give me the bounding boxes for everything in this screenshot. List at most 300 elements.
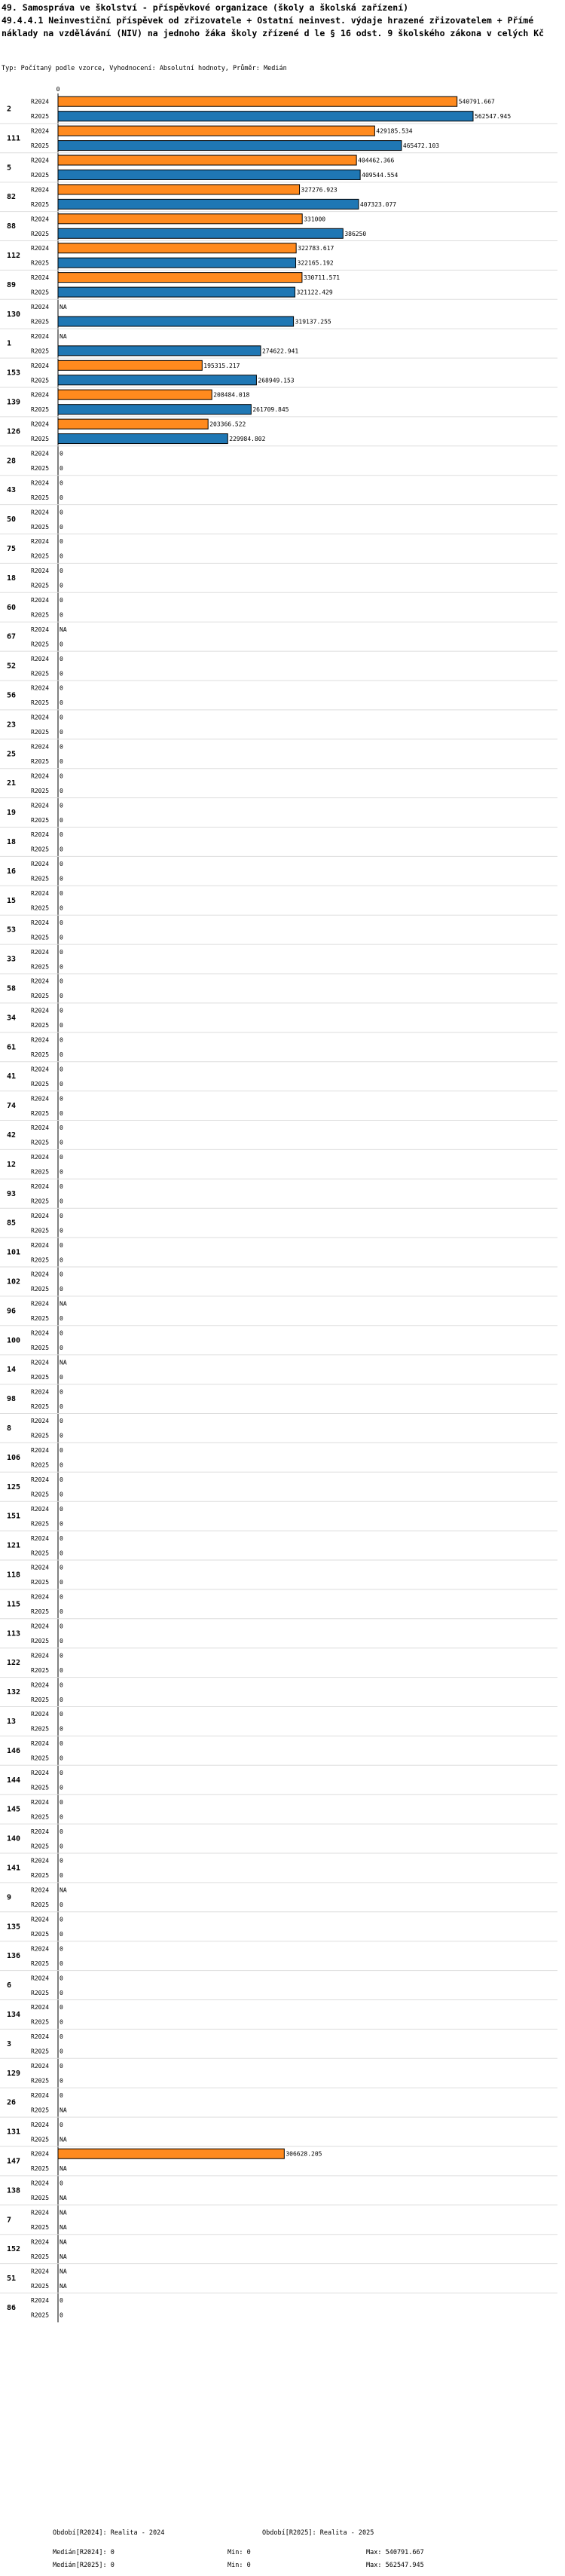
series-row-label: R2025 (31, 1784, 50, 1791)
bar-value-label: NA (60, 2209, 67, 2217)
bar-r2024 (58, 214, 302, 224)
series-row-label: R2024 (31, 1241, 50, 1249)
bar-value-label: 0 (60, 1315, 63, 1323)
bar-value-label: NA (60, 2195, 67, 2202)
bar-value-label: 0 (60, 1711, 63, 1718)
bar-value-label: 0 (60, 1696, 63, 1703)
category-label: 88 (7, 222, 17, 231)
chart-settings-text: Typ: Počítaný podle vzorce, Vyhodnocení: Absolutní hodnoty, Průměr: Medián (2, 65, 287, 72)
series-row-label: R2025 (31, 875, 50, 883)
x-axis-zero-label: 0 (56, 86, 60, 93)
series-row-label: R2025 (31, 1256, 50, 1264)
bar-value-label: 0 (60, 2063, 63, 2070)
bar-value-label: 0 (60, 1403, 63, 1410)
series-row-label: R2024 (31, 684, 50, 692)
bar-r2024 (58, 96, 457, 106)
series-row-label: R2025 (31, 670, 50, 678)
bar-value-label: 0 (60, 479, 63, 487)
bar-value-label: 195315.217 (203, 362, 240, 369)
series-row-label: R2025 (31, 611, 50, 619)
series-row-label: R2024 (31, 1300, 50, 1308)
bar-r2024 (58, 155, 356, 165)
bar-value-label: 0 (60, 846, 63, 853)
category-label: 93 (7, 1189, 17, 1198)
category-label: 33 (7, 955, 17, 964)
series-row-label: R2025 (31, 142, 50, 150)
series-row-label: R2025 (31, 1080, 50, 1088)
series-row-label: R2024 (31, 479, 50, 487)
series-row-label: R2025 (31, 259, 50, 267)
bar-value-label: 0 (60, 816, 63, 824)
bar-value-label: 327276.923 (301, 186, 337, 194)
category-label: 18 (7, 574, 17, 583)
series-row-label: R2024 (31, 1271, 50, 1278)
series-row-label: R2024 (31, 831, 50, 839)
category-label: 60 (7, 603, 17, 612)
series-row-label: R2025 (31, 1637, 50, 1644)
series-row-label: R2024 (31, 274, 50, 282)
bar-value-label: 0 (60, 1564, 63, 1571)
series-row-label: R2024 (31, 2297, 50, 2305)
series-row-label: R2024 (31, 861, 50, 868)
bar-value-label: 0 (60, 1681, 63, 1689)
bar-value-label: 0 (60, 1154, 63, 1161)
bar-value-label: 261709.845 (252, 406, 289, 414)
category-label: 42 (7, 1130, 17, 1140)
series-row-label: R2024 (31, 890, 50, 898)
bar-value-label: 0 (60, 1095, 63, 1103)
category-label: 9 (7, 1893, 12, 1902)
bar-value-label: 0 (60, 1593, 63, 1601)
series-row-label: R2025 (31, 2195, 50, 2202)
series-row-label: R2024 (31, 332, 50, 340)
bar-value-label: 0 (60, 1755, 63, 1762)
category-label: 153 (7, 369, 21, 378)
bar-r2024 (58, 185, 300, 194)
category-label: 82 (7, 193, 17, 202)
series-row-label: R2024 (31, 1388, 50, 1396)
category-label: 2 (7, 105, 12, 114)
period-2024-label: Období[R2024]: Realita - 2024 (53, 2529, 165, 2537)
series-row-label: R2025 (31, 641, 50, 648)
bar-value-label: NA (60, 2223, 67, 2231)
series-row-label: R2025 (31, 1403, 50, 1410)
category-label: 129 (7, 2069, 21, 2078)
category-label: 144 (7, 1776, 21, 1785)
category-label: 15 (7, 896, 17, 905)
category-label: 101 (7, 1248, 21, 1257)
bar-value-label: 0 (60, 2121, 63, 2128)
category-label: 122 (7, 1659, 21, 1668)
bar-value-label: 0 (60, 1432, 63, 1439)
bar-value-label: 0 (60, 1183, 63, 1191)
bar-value-label: 0 (60, 729, 63, 736)
category-label: 41 (7, 1072, 17, 1081)
category-label: 85 (7, 1219, 17, 1228)
series-row-label: R2025 (31, 1109, 50, 1117)
series-row-label: R2025 (31, 2136, 50, 2143)
bar-value-label: 0 (60, 1784, 63, 1791)
bar-value-label: 0 (60, 1329, 63, 1337)
bar-value-label: 540791.667 (458, 98, 495, 106)
series-row-label: R2024 (31, 391, 50, 399)
bar-value-label: 0 (60, 890, 63, 898)
series-row-label: R2025 (31, 1608, 50, 1616)
series-row-label: R2025 (31, 1491, 50, 1498)
category-label: 51 (7, 2275, 17, 2284)
series-row-label: R2024 (31, 98, 50, 106)
bar-value-label: 321122.429 (296, 289, 333, 296)
series-row-label: R2025 (31, 963, 50, 971)
series-row-label: R2025 (31, 377, 50, 384)
series-row-label: R2025 (31, 1872, 50, 1880)
series-row-label: R2024 (31, 1975, 50, 1982)
median-2025-label: Medián[R2025]: 0 (53, 2562, 115, 2569)
category-label: 21 (7, 779, 17, 788)
series-row-label: R2024 (31, 1798, 50, 1806)
category-label: 50 (7, 516, 17, 525)
series-row-label: R2025 (31, 993, 50, 1000)
series-row-label: R2024 (31, 421, 50, 428)
series-row-label: R2025 (31, 1461, 50, 1469)
bar-r2024 (58, 2149, 284, 2158)
series-row-label: R2024 (31, 450, 50, 457)
series-row-label: R2024 (31, 1770, 50, 1777)
max-2024-label: Max: 540791.667 (366, 2549, 424, 2556)
bar-value-label: 0 (60, 523, 63, 531)
series-row-label: R2025 (31, 113, 50, 121)
category-label: 53 (7, 925, 17, 935)
series-row-label: R2024 (31, 2209, 50, 2217)
category-label: 115 (7, 1600, 21, 1609)
series-row-label: R2024 (31, 1183, 50, 1191)
category-label: 43 (7, 486, 17, 495)
bar-value-label: 407323.077 (359, 200, 397, 208)
category-label: 14 (7, 1366, 17, 1375)
bar-value-label: 0 (60, 861, 63, 868)
series-row-label: R2024 (31, 1476, 50, 1484)
series-row-label: R2025 (31, 1666, 50, 1674)
series-row-label: R2024 (31, 2033, 50, 2041)
series-row-label: R2025 (31, 1755, 50, 1762)
bar-value-label: 0 (60, 1241, 63, 1249)
category-label: 100 (7, 1336, 21, 1345)
bar-value-label: NA (60, 2282, 67, 2290)
bar-value-label: 0 (60, 1520, 63, 1528)
bar-value-label: NA (60, 2238, 67, 2246)
series-row-label: R2025 (31, 2311, 50, 2319)
bar-value-label: NA (60, 2136, 67, 2143)
bar-r2025 (58, 258, 296, 268)
series-row-label: R2025 (31, 2223, 50, 2231)
bar-value-label: 0 (60, 875, 63, 883)
series-row-label: R2024 (31, 2238, 50, 2246)
category-label: 140 (7, 1834, 21, 1843)
bar-value-label: 0 (60, 538, 63, 546)
series-row-label: R2025 (31, 787, 50, 794)
bar-value-label: 0 (60, 1007, 63, 1014)
bar-value-label: 0 (60, 1212, 63, 1219)
series-row-label: R2025 (31, 1344, 50, 1351)
series-row-label: R2024 (31, 304, 50, 311)
series-row-label: R2025 (31, 200, 50, 208)
series-row-label: R2025 (31, 1901, 50, 1909)
series-row-label: R2025 (31, 1168, 50, 1176)
category-label: 12 (7, 1160, 17, 1169)
bar-value-label: 0 (60, 699, 63, 707)
series-row-label: R2025 (31, 1022, 50, 1029)
category-label: 113 (7, 1629, 21, 1638)
category-label: 132 (7, 1688, 21, 1697)
series-row-label: R2025 (31, 2253, 50, 2260)
series-row-label: R2024 (31, 948, 50, 956)
series-row-label: R2025 (31, 2077, 50, 2085)
bar-value-label: 0 (60, 450, 63, 457)
bar-value-label: 0 (60, 787, 63, 794)
category-label: 13 (7, 1717, 17, 1726)
bar-value-label: 0 (60, 1770, 63, 1777)
bar-r2025 (58, 375, 256, 385)
bar-value-label: 0 (60, 1901, 63, 1909)
chart-title-line1: 49. Samospráva ve školství - příspěvkové organizace (školy a školská zařízení) (2, 2, 409, 13)
bar-value-label: NA (60, 2253, 67, 2260)
category-label: 151 (7, 1512, 21, 1521)
bar-r2025 (58, 405, 251, 415)
bar-value-label: 0 (60, 1579, 63, 1586)
bar-value-label: 0 (60, 1505, 63, 1513)
bar-value-label: 0 (60, 1476, 63, 1484)
bar-value-label: 0 (60, 1857, 63, 1865)
series-row-label: R2024 (31, 1652, 50, 1660)
series-row-label: R2024 (31, 1066, 50, 1073)
series-row-label: R2024 (31, 2091, 50, 2099)
series-row-label: R2025 (31, 934, 50, 941)
period-2025-label: Období[R2025]: Realita - 2025 (262, 2529, 374, 2537)
category-label: 67 (7, 632, 17, 641)
bar-value-label: 229984.802 (229, 436, 266, 443)
category-label: 5 (7, 164, 12, 173)
category-label: 28 (7, 457, 17, 466)
min-2024-label: Min: 0 (228, 2549, 251, 2556)
bar-r2025 (58, 170, 360, 179)
bar-value-label: 0 (60, 1798, 63, 1806)
series-row-label: R2025 (31, 1227, 50, 1234)
bar-r2024 (58, 126, 374, 136)
series-row-label: R2024 (31, 1154, 50, 1161)
bar-value-label: 0 (60, 1227, 63, 1234)
category-label: 121 (7, 1541, 21, 1550)
bar-value-label: 322783.617 (298, 245, 334, 252)
series-row-label: R2025 (31, 2282, 50, 2290)
category-label: 56 (7, 691, 17, 700)
category-label: 112 (7, 251, 21, 260)
bar-value-label: 0 (60, 552, 63, 560)
bar-value-label: 0 (60, 1534, 63, 1542)
bar-value-label: 0 (60, 611, 63, 619)
series-row-label: R2025 (31, 494, 50, 501)
bar-value-label: 0 (60, 1623, 63, 1630)
bar-value-label: 0 (60, 1373, 63, 1381)
series-row-label: R2024 (31, 1534, 50, 1542)
category-label: 3 (7, 2039, 12, 2048)
bar-value-label: 404462.366 (358, 157, 395, 164)
series-row-label: R2024 (31, 216, 50, 223)
category-label: 58 (7, 984, 17, 993)
series-row-label: R2024 (31, 1007, 50, 1014)
series-row-label: R2025 (31, 1373, 50, 1381)
series-row-label: R2025 (31, 699, 50, 707)
series-row-label: R2025 (31, 436, 50, 443)
bar-value-label: 0 (60, 509, 63, 516)
series-row-label: R2024 (31, 1711, 50, 1718)
bar-value-label: 0 (60, 1725, 63, 1733)
bar-value-label: 0 (60, 2018, 63, 2026)
bar-value-label: 0 (60, 1344, 63, 1351)
bar-value-label: 0 (60, 1168, 63, 1176)
bar-value-label: 0 (60, 1139, 63, 1146)
series-row-label: R2024 (31, 2268, 50, 2275)
series-row-label: R2024 (31, 2004, 50, 2012)
series-row-label: R2025 (31, 1813, 50, 1821)
category-label: 96 (7, 1307, 17, 1316)
series-row-label: R2025 (31, 171, 50, 179)
bar-value-label: 0 (60, 1256, 63, 1264)
bar-value-label: NA (60, 332, 67, 340)
category-label: 145 (7, 1805, 21, 1814)
series-row-label: R2025 (31, 318, 50, 326)
category-label: 18 (7, 837, 17, 846)
category-label: 111 (7, 134, 21, 143)
bar-r2025 (58, 317, 294, 326)
category-label: 86 (7, 2303, 17, 2312)
bar-value-label: 208484.018 (213, 391, 250, 399)
series-row-label: R2025 (31, 1725, 50, 1733)
bar-value-label: 0 (60, 1652, 63, 1660)
bar-value-label: 319137.255 (295, 318, 331, 326)
bar-value-label: NA (60, 1886, 67, 1894)
series-row-label: R2025 (31, 1696, 50, 1703)
category-label: 139 (7, 398, 21, 407)
bar-value-label: 0 (60, 597, 63, 604)
category-label: 152 (7, 2245, 21, 2254)
category-label: 25 (7, 750, 17, 759)
series-row-label: R2024 (31, 1945, 50, 1953)
category-label: 102 (7, 1277, 21, 1286)
bar-r2025 (58, 199, 359, 209)
series-row-label: R2025 (31, 582, 50, 589)
bar-value-label: 0 (60, 977, 63, 985)
bar-value-label: 0 (60, 948, 63, 956)
series-row-label: R2025 (31, 846, 50, 853)
category-label: 146 (7, 1746, 21, 1755)
bar-r2025 (58, 112, 473, 121)
bar-value-label: 203366.522 (209, 421, 246, 428)
series-row-label: R2024 (31, 157, 50, 164)
bar-value-label: 0 (60, 1447, 63, 1455)
series-row-label: R2025 (31, 816, 50, 824)
bar-value-label: 306628.205 (286, 2150, 322, 2158)
bar-value-label: 0 (60, 1608, 63, 1616)
bar-value-label: 0 (60, 1872, 63, 1880)
bar-value-label: 409544.554 (362, 171, 399, 179)
series-row-label: R2024 (31, 1095, 50, 1103)
series-row-label: R2025 (31, 1579, 50, 1586)
bar-value-label: 0 (60, 934, 63, 941)
bar-value-label: 0 (60, 2048, 63, 2055)
bar-value-label: 0 (60, 1637, 63, 1644)
bar-value-label: NA (60, 1359, 67, 1366)
bar-value-label: 0 (60, 1109, 63, 1117)
category-label: 138 (7, 2186, 21, 2195)
series-row-label: R2025 (31, 289, 50, 296)
series-row-label: R2024 (31, 977, 50, 985)
category-label: 89 (7, 280, 17, 289)
category-label: 118 (7, 1571, 21, 1580)
series-row-label: R2025 (31, 1051, 50, 1058)
bar-value-label: 0 (60, 582, 63, 589)
series-row-label: R2025 (31, 1315, 50, 1323)
series-row-label: R2024 (31, 714, 50, 721)
bar-value-label: 386250 (344, 230, 367, 237)
category-label: 141 (7, 1864, 21, 1873)
bar-value-label: NA (60, 304, 67, 311)
category-label: 126 (7, 427, 21, 436)
bar-value-label: 0 (60, 1843, 63, 1850)
series-row-label: R2024 (31, 568, 50, 575)
bar-value-label: 0 (60, 1916, 63, 1923)
category-label: 34 (7, 1014, 17, 1023)
category-label: 19 (7, 809, 17, 818)
series-row-label: R2024 (31, 1329, 50, 1337)
series-row-label: R2025 (31, 347, 50, 355)
category-label: 147 (7, 2157, 21, 2166)
series-row-label: R2024 (31, 802, 50, 809)
series-row-label: R2025 (31, 464, 50, 472)
bar-value-label: 322165.192 (297, 259, 334, 267)
series-row-label: R2025 (31, 904, 50, 912)
series-row-label: R2024 (31, 1212, 50, 1219)
series-row-label: R2024 (31, 2063, 50, 2070)
series-row-label: R2024 (31, 1505, 50, 1513)
category-label: 6 (7, 1981, 12, 1990)
series-row-label: R2025 (31, 1960, 50, 1967)
series-row-label: R2024 (31, 1564, 50, 1571)
min-2025-label: Min: 0 (228, 2562, 251, 2569)
bar-r2025 (58, 434, 228, 444)
bar-value-label: 465472.103 (402, 142, 440, 150)
series-row-label: R2025 (31, 729, 50, 736)
bar-value-label: 268949.153 (258, 377, 295, 384)
category-label: 130 (7, 310, 21, 319)
series-row-label: R2024 (31, 1124, 50, 1132)
bar-value-label: 0 (60, 1945, 63, 1953)
bar-value-label: 0 (60, 772, 63, 780)
category-label: 61 (7, 1043, 17, 1052)
bar-value-label: 0 (60, 1066, 63, 1073)
bar-value-label: 0 (60, 2311, 63, 2319)
category-label: 136 (7, 1952, 21, 1961)
series-row-label: R2024 (31, 597, 50, 604)
series-row-label: R2024 (31, 1828, 50, 1835)
bar-value-label: 0 (60, 494, 63, 501)
bar-value-label: 0 (60, 1080, 63, 1088)
category-label: 131 (7, 2128, 21, 2137)
series-row-label: R2024 (31, 245, 50, 252)
bar-value-label: 331000 (304, 216, 326, 223)
series-row-label: R2024 (31, 626, 50, 633)
bar-value-label: NA (60, 626, 67, 633)
series-row-label: R2024 (31, 772, 50, 780)
